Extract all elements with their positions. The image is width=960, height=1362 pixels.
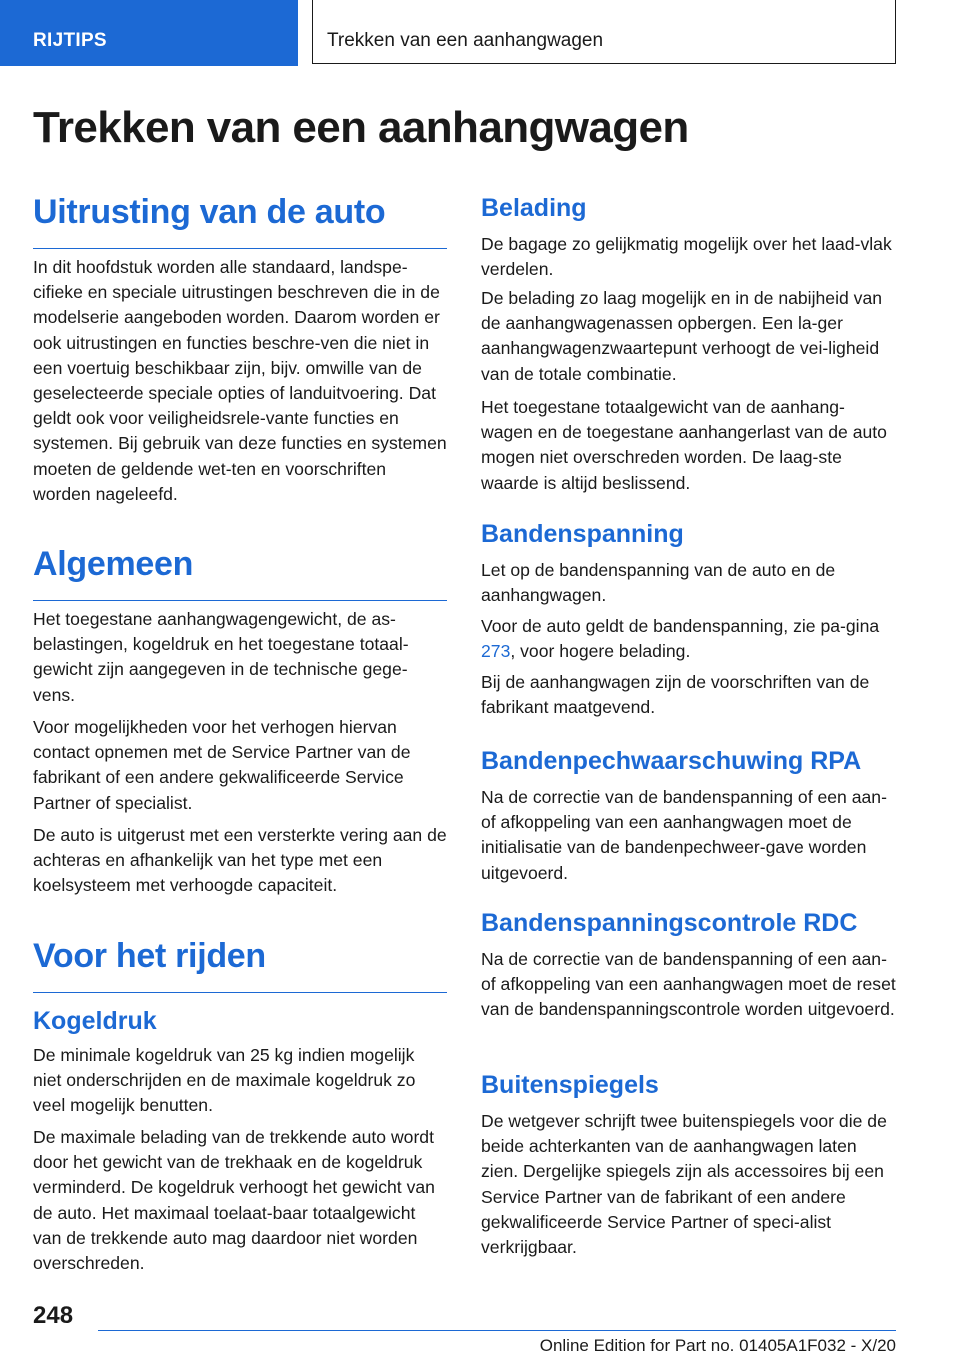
- paragraph-algemeen-2: Voor mogelijkheden voor het verhogen hiervan contact opnemen met de Service Partner van de fabrikant of een andere gekwalificeerde Service Partner of specialist.: [33, 717, 411, 813]
- paragraph-kogeldruk-2: De maximale belading van de trekkende auto wordt door het gewicht van de trekhaak en de kogeldruk verminderd. De kogeldruk verhoogt het gewicht van de auto. Het maximaal toelaat-baar totaalgewicht van de trekkende auto mag daardoor niet worden overschreden.: [33, 1127, 435, 1274]
- heading-belading: Belading: [481, 194, 587, 222]
- paragraph-buitenspiegels: De wetgever schrijft twee buitenspiegels voor die de beide achterkanten van de aanhangwagen laten zien. Dergelijke spiegels zijn als accessoires bij een Service Partner van de fabrikant of een andere gekwalificeerde Service Partner of speci-alist verkrijgbaar.: [481, 1111, 887, 1258]
- heading-kogeldruk: Kogeldruk: [33, 1007, 157, 1035]
- heading-uitrusting: Uitrusting van de auto: [33, 193, 447, 249]
- heading-bandenspanning: Bandenspanning: [481, 520, 684, 548]
- page-link-273[interactable]: 273: [481, 641, 511, 662]
- footer-edition: Online Edition for Part no. 01405A1F032 - X/20: [539, 1336, 896, 1355]
- paragraph-rpa: Na de correctie van de bandenspanning of een aan- of afkoppeling van een aanhangwagen moet de initialisatie van de bandenpechweer-gave worden uitgevoerd.: [481, 787, 887, 883]
- paragraph-bandenspanning-1: Let op de bandenspanning van de auto en de aanhangwagen.: [481, 560, 836, 606]
- paragraph-uitrusting: In dit hoofdstuk worden alle standaard, landspe-cifieke en speciale uitrustingen beschreven die in de modelserie aangeboden worden. Daarom worden er ook uitrustingen en functies beschre-ven die niet in een voertuig beschikbaar zijn, bijv. omwille van de geselecteerde speciale opties of landuitvoering. Dat geldt ook voor veiligheidsrele-vante functies en systemen. Bij gebruik van deze functies en systemen moeten de geldende wet-ten en voorschriften worden nageleefd.: [33, 257, 447, 504]
- section-label: RIJTIPS: [0, 0, 298, 66]
- heading-voor-het-rijden: Voor het rijden: [33, 937, 447, 993]
- paragraph-bandenspanning-3: Bij de aanhangwagen zijn de voorschriften van de fabrikant maatgevend.: [481, 672, 870, 718]
- heading-rpa: Bandenpechwaarschuwing RPA: [481, 747, 862, 775]
- page-header: [0, 0, 960, 66]
- page-number: 248: [33, 1302, 74, 1329]
- footer-divider: [98, 1330, 896, 1331]
- paragraph-belading-3: Het toegestane totaalgewicht van de aanhang-wagen en de toegestane aanhangerlast van de auto mogen niet overschreden worden. De laag-ste waarde is altijd beslissend.: [481, 397, 887, 493]
- page-title: Trekken van een aanhangwagen: [33, 103, 689, 152]
- paragraph-bandenspanning-2-text: Voor de auto geldt de bandenspanning, zie pa-gina: [481, 616, 880, 636]
- heading-buitenspiegels: Buitenspiegels: [481, 1071, 659, 1099]
- chapter-label: Trekken van een aanhangwagen: [312, 0, 896, 64]
- paragraph-rdc: Na de correctie van de bandenspanning of een aan- of afkoppeling van een aanhangwagen moet de reset van de bandenspanningscontrole worden uitgevoerd.: [481, 949, 896, 1020]
- heading-algemeen: Algemeen: [33, 545, 447, 601]
- paragraph-belading-2: De belading zo laag mogelijk en in de nabijheid van de aanhangwagenassen opbergen. Een la-ger aanhangwagenzwaartepunt verhoogt de vei-ligheid van de totale combinatie.: [481, 288, 883, 384]
- heading-rdc: Bandenspanningscontrole RDC: [481, 909, 858, 937]
- paragraph-bandenspanning-2-tail: , voor hogere belading.: [510, 641, 691, 662]
- paragraph-algemeen-3: De auto is uitgerust met een versterkte vering aan de achteras en afhankelijk van het type met een koelsysteem met verhoogde capaciteit.: [33, 825, 447, 896]
- paragraph-kogeldruk-1: De minimale kogeldruk van 25 kg indien mogelijk niet onderschrijden en de maximale kogeldruk zo veel mogelijk benutten.: [33, 1045, 416, 1116]
- paragraph-belading-1: De bagage zo gelijkmatig mogelijk over het laad-vlak verdelen.: [481, 234, 892, 280]
- paragraph-bandenspanning-2: [481, 614, 896, 664]
- paragraph-algemeen-1: Het toegestane aanhangwagengewicht, de as-belastingen, kogeldruk en het toegestane totaal-gewicht zijn aangegeven in de technische gege-vens.: [33, 609, 409, 705]
